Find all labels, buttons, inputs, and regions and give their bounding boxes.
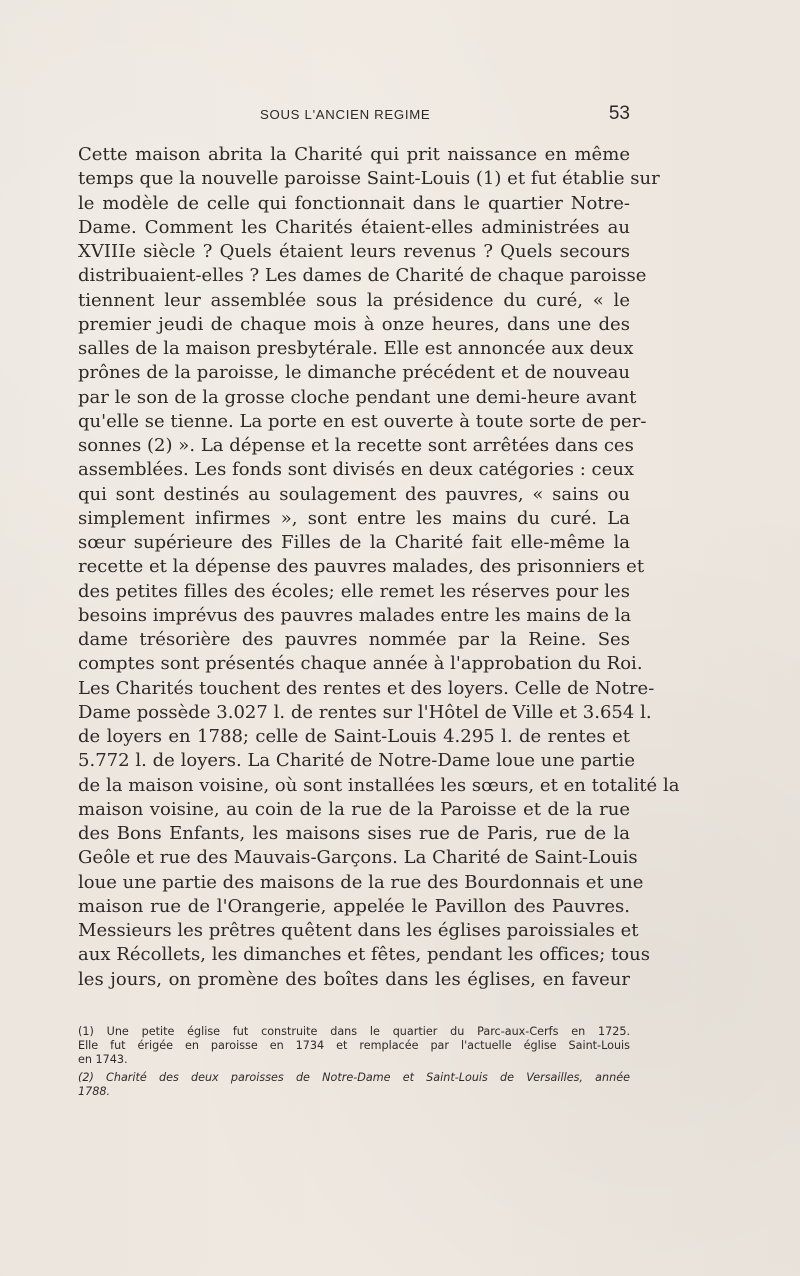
footnote-2-line-2: 1788. <box>78 1084 111 1098</box>
body-line-17: sœur supérieure des Filles de la Charité fait elle-même la <box>78 532 630 553</box>
body-line-22: comptes sont présentés chaque année à l'approbation du Roi. <box>78 653 643 675</box>
body-line-25: de loyers en 1788; celle de Saint-Louis 4.295 l. de rentes et <box>78 726 630 747</box>
body-line-8: premier jeudi de chaque mois à onze heures, dans une des <box>78 313 630 335</box>
body-line-14: assemblées. Les fonds sont divisés en deux catégories : ceux <box>78 459 635 481</box>
body-line-27: de la maison voisine, où sont installées les sœurs, et en totalité la <box>78 774 680 796</box>
footnotes <box>78 1025 630 1099</box>
footnote-1-line-2: Elle fut érigée en paroisse en 1734 et remplacée par l'actuelle église Saint-Louis <box>78 1039 630 1053</box>
body-line-35: les jours, on promène des boîtes dans les églises, en faveur <box>78 968 630 990</box>
footnote-2-line-1: (2) Charité des deux paroisses de Notre-Dame et Saint-Louis de Versailles, année <box>78 1070 630 1084</box>
body-line-28: maison voisine, au coin de la rue de la Paroisse et de la rue <box>78 798 630 820</box>
body-line-1: Cette maison abrita la Charité qui prit naissance en même <box>78 144 630 165</box>
body-line-3: le modèle de celle qui fonctionnait dans le quartier Notre- <box>78 192 630 214</box>
body-line-19: des petites filles des écoles; elle remet les réserves pour les <box>78 580 630 602</box>
body-line-6: distribuaient-elles ? Les dames de Charité de chaque paroisse <box>78 265 647 287</box>
running-header <box>78 104 630 132</box>
footnote-1-line-1: (1) Une petite église fut construite dans le quartier du Parc-aux-Cerfs en 1725. <box>78 1025 630 1038</box>
body-line-23: Les Charités touchent des rentes et des loyers. Celle de Notre- <box>78 677 655 699</box>
body-line-16: simplement infirmes », sont entre les mains du curé. La <box>78 507 630 529</box>
body-line-20: besoins imprévus des pauvres malades entre les mains de la <box>78 604 632 626</box>
body-line-24: Dame possède 3.027 l. de rentes sur l'Hôtel de Ville et 3.654 l. <box>78 701 652 723</box>
page-number: 53 <box>608 103 630 124</box>
body-line-7: tiennent leur assemblée sous la présidence du curé, « le <box>78 289 630 311</box>
body-line-18: recette et la dépense des pauvres malades, des prisonniers et <box>78 556 645 578</box>
body-line-34: aux Récollets, les dimanches et fêtes, pendant les offices; tous <box>78 944 651 966</box>
body-line-9: salles de la maison presbytérale. Elle est annoncée aux deux <box>78 338 634 359</box>
main-text-block <box>78 143 680 992</box>
footnote-1-line-3: en 1743. <box>78 1053 128 1067</box>
body-line-31: loue une partie des maisons de la rue des Bourdonnais et une <box>78 871 644 893</box>
body-line-12: qu'elle se tienne. La porte en est ouverte à toute sorte de per- <box>78 410 647 432</box>
body-line-29: des Bons Enfants, les maisons sises rue de Paris, rue de la <box>78 823 630 844</box>
body-line-4: Dame. Comment les Charités étaient-elles administrées au <box>78 216 630 238</box>
body-line-26: 5.772 l. de loyers. La Charité de Notre-Dame loue une partie <box>78 750 636 772</box>
body-line-32: maison rue de l'Orangerie, appelée le Pavillon des Pauvres. <box>78 895 630 917</box>
body-line-21: dame trésorière des pauvres nommée par la Reine. Ses <box>78 629 630 650</box>
body-line-2: temps que la nouvelle paroisse Saint-Louis (1) et fut établie sur <box>78 168 660 190</box>
body-line-33: Messieurs les prêtres quêtent dans les églises paroissiales et <box>78 920 639 941</box>
body-line-13: sonnes (2) ». La dépense et la recette sont arrêtées dans ces <box>78 435 634 456</box>
body-line-10: prônes de la paroisse, le dimanche précédent et de nouveau <box>78 362 630 384</box>
body-line-30: Geôle et rue des Mauvais-Garçons. La Charité de Saint-Louis <box>78 847 638 869</box>
body-line-11: par le son de la grosse cloche pendant une demi-heure avant <box>78 386 637 408</box>
body-line-15: qui sont destinés au soulagement des pauvres, « sains ou <box>78 483 630 505</box>
running-title: SOUS L'ANCIEN REGIME <box>260 107 431 122</box>
body-line-5: XVIIIe siècle ? Quels étaient leurs revenus ? Quels secours <box>78 241 630 262</box>
